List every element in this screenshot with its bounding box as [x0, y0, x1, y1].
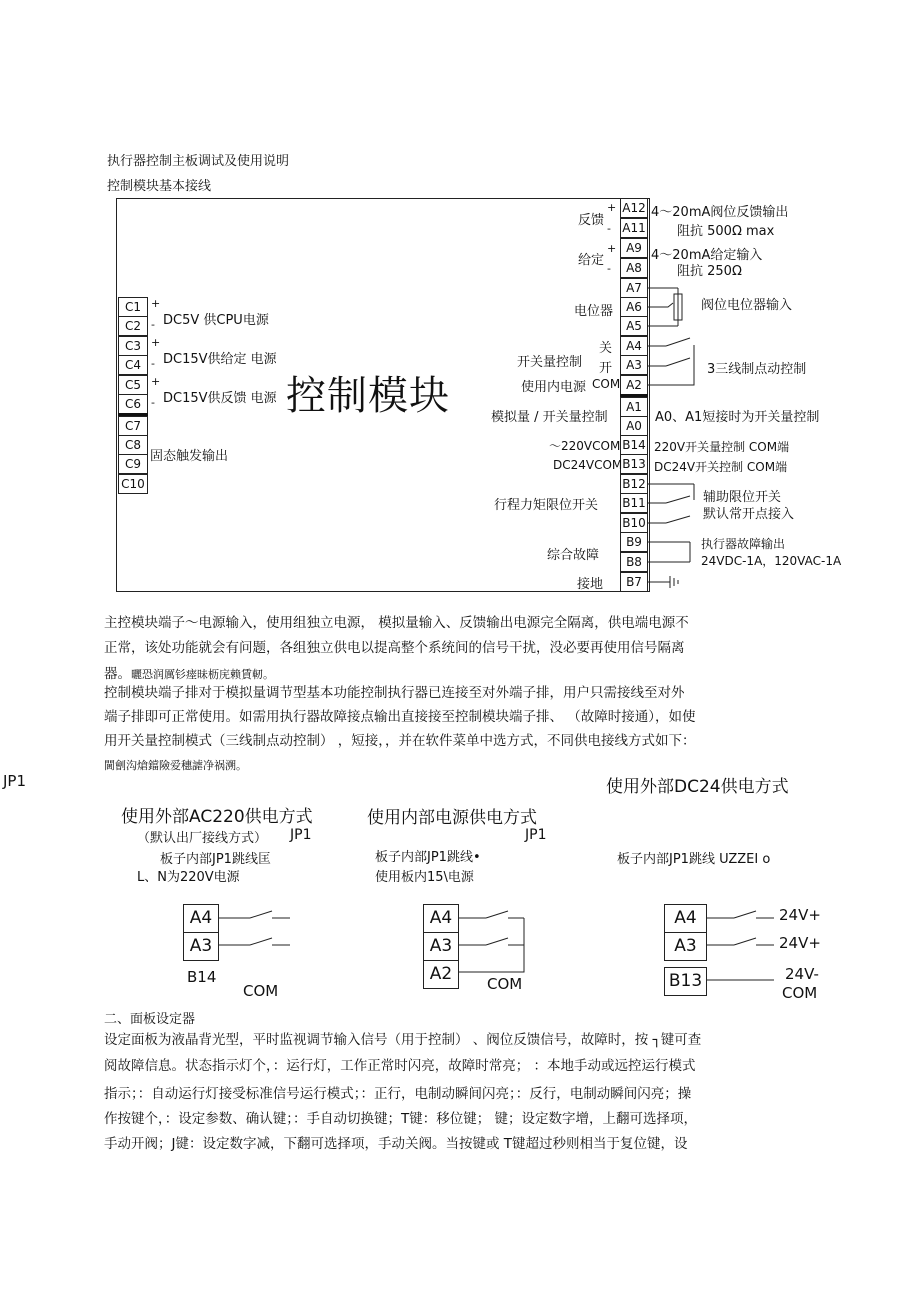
mode3-terminal-b13: B13	[664, 967, 707, 996]
panel-line4: 作按键个，：设定参数、确认键；：手自动切换键；T键：移位键； 键；设定数字增，上翻可选择项，	[104, 1111, 698, 1127]
terminal-a2: A2	[620, 375, 648, 395]
panel-line5: 手动开阀；J键：设定数字减，下翻可选择项，手动关阀。当按键或 T键超过秒则相当于复位键，设	[104, 1136, 688, 1152]
label-ssr-output: 固态触发输出	[150, 449, 229, 464]
label-ac220-com: ～220VCOM	[549, 439, 621, 453]
panel-line3: 指示；：自动运行灯接受标准信号运行模式；：正行，电制动瞬间闪亮；：反行，电制动瞬间闪亮；操	[104, 1086, 692, 1102]
mode-dc24-title: 使用外部DC24供电方式	[606, 777, 789, 797]
terminal-a3: A3	[620, 355, 648, 375]
terminal-a12: A12	[620, 198, 648, 218]
mode-ac220-default: （默认出厂接线方式）	[137, 831, 268, 846]
para1-line1: 主控模块端子～电源输入，使用组独立电源， 模拟量输入、反馈输出电源完全隔离，供电端电源不	[104, 615, 689, 631]
mode-ac220-note1: 板子内部JP1跳线匡	[160, 852, 271, 867]
terminal-c3: C3	[118, 336, 148, 356]
terminal-b14: B14	[620, 435, 648, 455]
terminal-b13: B13	[620, 454, 648, 474]
sign-c6: -	[151, 396, 155, 409]
para2-line3: 用开关量控制模式（三线制点动控制） ，短接，，并在软件菜单中选方式，不同供电接线方式如下：	[104, 733, 696, 749]
label-potentiometer: 电位器	[574, 304, 614, 319]
mode3-terminal-a4: A4	[664, 904, 707, 933]
sign-setpoint-plus: +	[607, 242, 617, 255]
terminal-c7: C7	[118, 416, 148, 436]
mode2-com: COM	[487, 975, 523, 993]
mode1-b14: B14	[187, 968, 217, 986]
terminal-b10: B10	[620, 513, 648, 533]
mode1-terminal-a4: A4	[183, 904, 219, 933]
mode3-24v-plus-2: 24V+	[779, 934, 821, 952]
mode2-terminal-a3: A3	[423, 932, 459, 961]
mode2-terminal-a2: A2	[423, 960, 459, 989]
para1-line2: 正常，该处功能就会有问题，各组独立供电以提高整个系统间的信号干扰，没必要再使用信号隔离	[104, 640, 685, 656]
label-fault: 综合故障	[547, 548, 600, 563]
label-dc15v-set: DC15V供给定 电源	[163, 352, 277, 367]
terminal-b8: B8	[620, 552, 648, 572]
label-b13-desc: DC24V开关控制 COM端	[654, 460, 788, 474]
mode-ac220-note2: L、N为220V电源	[137, 870, 240, 885]
label-dc15v-fb: DC15V供反馈 电源	[163, 391, 277, 406]
label-close: 关	[599, 341, 613, 356]
terminal-a11: A11	[620, 218, 648, 238]
terminal-b9: B9	[620, 532, 648, 552]
para1-line3-garble: 曬恐润厲钐瘗昧枥庑赖賃軔。	[131, 668, 274, 681]
label-analog-switch: 模拟量 / 开关量控制	[491, 410, 608, 425]
terminal-c2: C2	[118, 316, 148, 336]
label-a0-a1-short: A0、A1短接时为开关量控制	[655, 410, 820, 425]
mode-internal-jp1: JP1	[525, 827, 547, 843]
label-setpoint-input: 4～20mA给定输入	[651, 248, 763, 263]
terminal-c4: C4	[118, 355, 148, 375]
label-ground: 接地	[577, 577, 604, 592]
terminal-a5: A5	[620, 316, 648, 336]
label-fault-rating: 24VDC-1A，120VAC-1A	[701, 554, 842, 568]
mode2-terminal-a4: A4	[423, 904, 459, 933]
label-feedback: 反馈	[578, 213, 605, 228]
terminal-a0: A0	[620, 416, 648, 436]
label-internal-power: 使用内电源	[521, 380, 587, 395]
terminal-b11: B11	[620, 493, 648, 513]
document-title: 执行器控制主板调试及使用说明	[107, 154, 290, 169]
label-aux-default: 默认常开点接入	[703, 507, 795, 522]
terminal-c1: C1	[118, 297, 148, 317]
label-setpoint: 给定	[578, 253, 605, 268]
label-open: 开	[599, 361, 613, 376]
mode3-24v-plus-1: 24V+	[779, 906, 821, 924]
label-limit-switch: 行程力矩限位开关	[494, 498, 599, 513]
terminal-a6: A6	[620, 297, 648, 317]
label-switch-control: 开关量控制	[517, 355, 583, 370]
mode-internal-note2: 使用板内15\电源	[375, 870, 474, 885]
sign-setpoint-minus: -	[607, 262, 611, 275]
mode1-terminal-a3: A3	[183, 932, 219, 961]
mode1-com: COM	[243, 982, 279, 1000]
terminal-a1: A1	[620, 397, 648, 417]
para2-line2: 端子排即可正常使用。如需用执行器故障接点输出直接接至控制模块端子排、 （故障时接通），如使	[104, 709, 696, 725]
label-fault-output: 执行器故障输出	[701, 537, 786, 551]
terminal-c8: C8	[118, 435, 148, 455]
label-setpoint-impedance: 阻抗 250Ω	[677, 264, 742, 279]
terminal-c10: C10	[118, 474, 148, 494]
mode-ac220-title: 使用外部AC220供电方式	[121, 807, 313, 827]
sign-feedback-plus: +	[607, 201, 617, 214]
mode-dc24-note: 板子内部JP1跳线 UZZEI o	[617, 852, 771, 867]
sign-c2: -	[151, 318, 155, 331]
label-com: COM	[592, 377, 621, 391]
section-subtitle: 控制模块基本接线	[107, 179, 212, 194]
panel-heading: 二、面板设定器	[104, 1012, 196, 1027]
sign-c5: +	[151, 375, 161, 388]
label-feedback-output: 4～20mA阀位反馈输出	[651, 205, 789, 220]
module-label: 控制模块	[286, 373, 450, 419]
label-b14-desc: 220V开关量控制 COM端	[654, 440, 790, 454]
sign-feedback-minus: -	[607, 222, 611, 235]
mode3-com: COM	[782, 984, 818, 1002]
panel-line1: 设定面板为液晶背光型，平时监视调节输入信号（用于控制） 、阀位反馈信号，故障时，按 ┐键可查	[104, 1032, 702, 1048]
jp1-label-left: JP1	[3, 772, 27, 790]
mode-internal-note1: 板子内部JP1跳线•	[375, 850, 481, 865]
para2-line4-garble: 閫劊沟熗鐺險爱穗謔净祸溯。	[104, 759, 247, 772]
terminal-a7: A7	[620, 278, 648, 298]
para1-line3	[104, 662, 274, 682]
terminal-a9: A9	[620, 238, 648, 258]
mode3-terminal-a3: A3	[664, 932, 707, 961]
mode-ac220-jp1: JP1	[290, 827, 312, 843]
mode3-24v-minus: 24V-	[785, 965, 819, 983]
para1-line3-text: 器。	[104, 666, 131, 682]
terminal-a8: A8	[620, 258, 648, 278]
para2-line1: 控制模块端子排对于模拟量调节型基本功能控制执行器已连接至对外端子排，用户只需接线至对外	[104, 685, 685, 701]
terminal-c6: C6	[118, 394, 148, 414]
terminal-c5: C5	[118, 375, 148, 395]
label-pot-input: 阀位电位器输入	[701, 298, 793, 313]
label-dc5v: DC5V 供CPU电源	[163, 313, 269, 328]
terminal-b7: B7	[620, 572, 648, 592]
label-feedback-impedance: 阻抗 500Ω max	[677, 224, 775, 239]
label-three-wire: 3三线制点动控制	[707, 362, 807, 377]
mode-internal-title: 使用内部电源供电方式	[367, 808, 537, 828]
terminal-b12: B12	[620, 474, 648, 494]
terminal-a4: A4	[620, 336, 648, 356]
terminal-c9: C9	[118, 454, 148, 474]
label-aux-limit: 辅助限位开关	[703, 490, 782, 505]
sign-c4: -	[151, 357, 155, 370]
sign-c3: +	[151, 336, 161, 349]
label-dc24-com: DC24VCOM	[553, 458, 623, 472]
panel-line2: 阅故障信息。状态指示灯个，：运行灯，工作正常时闪亮，故障时常亮； ：本地手动或远控运行模式	[104, 1058, 696, 1074]
sign-c1: +	[151, 297, 161, 310]
